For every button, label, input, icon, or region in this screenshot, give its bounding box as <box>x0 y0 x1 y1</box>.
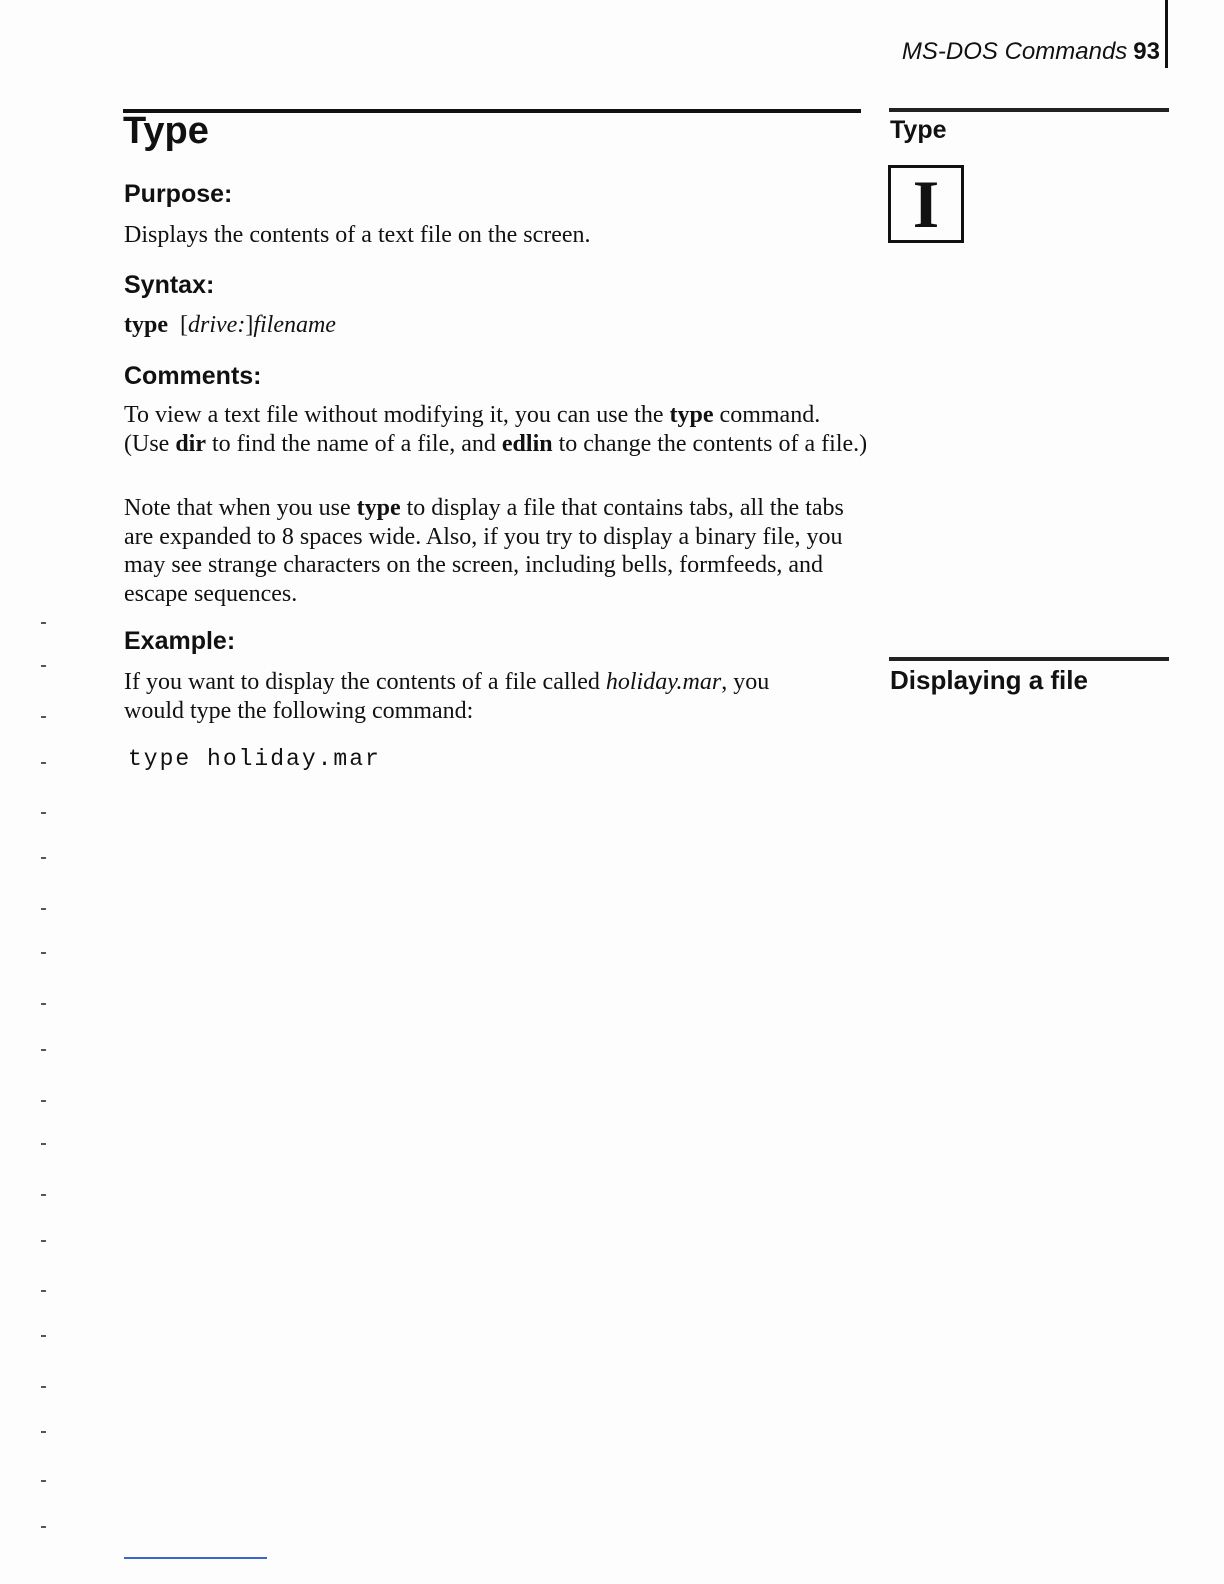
margin-tick <box>41 1480 46 1482</box>
margin-tick <box>41 622 46 624</box>
purpose-text: Displays the contents of a text file on the screen. <box>124 222 591 248</box>
keyword-type: type <box>669 402 714 428</box>
text-run: To view a text file without modifying it, you can use the <box>124 402 670 428</box>
purpose-heading: Purpose: <box>124 180 233 208</box>
margin-tick <box>41 1240 46 1242</box>
header-vertical-rule <box>1165 0 1168 68</box>
margin-tick <box>41 1194 46 1196</box>
example-paragraph <box>124 668 834 725</box>
sidebar-topic: Displaying a file <box>890 665 1088 695</box>
sidebar-top-rule <box>889 108 1169 112</box>
margin-tick <box>41 665 46 667</box>
example-filename: holiday.mar <box>605 669 722 695</box>
margin-tick <box>41 952 46 954</box>
comments-heading: Comments: <box>124 362 262 390</box>
example-heading: Example: <box>124 627 236 655</box>
syntax-filename: filename <box>253 312 336 338</box>
keyword-edlin: edlin <box>501 430 553 457</box>
text-run: command. (Use <box>124 402 821 457</box>
comments-paragraph-1 <box>124 401 869 458</box>
syntax-heading: Syntax: <box>124 271 215 299</box>
text-run: Note that when you use <box>124 495 357 521</box>
sidebar-title: Type <box>890 116 947 144</box>
margin-tick <box>41 1049 46 1051</box>
margin-tick <box>41 1386 46 1388</box>
margin-tick <box>41 716 46 718</box>
syntax-drive: drive: <box>188 312 246 338</box>
margin-tick <box>41 1100 46 1102</box>
margin-tick <box>41 1335 46 1337</box>
page-number: 93 <box>1133 38 1160 65</box>
section-marker: I <box>912 166 940 242</box>
margin-tick <box>41 1526 46 1528</box>
margin-tick <box>41 857 46 859</box>
running-header <box>880 38 1160 66</box>
keyword-dir: dir <box>175 430 206 457</box>
syntax-open-bracket: [ <box>180 312 188 338</box>
comments-paragraph-2 <box>124 494 869 608</box>
section-marker-box <box>888 165 964 243</box>
margin-tick <box>41 908 46 910</box>
text-run: to change the contents of a file.) <box>552 430 868 457</box>
main-title-rule <box>123 109 861 113</box>
margin-tick <box>41 1431 46 1433</box>
keyword-type: type <box>356 495 401 521</box>
margin-tick <box>41 762 46 764</box>
example-code: type holiday.mar <box>128 746 381 772</box>
text-run: , you would type the following command: <box>124 669 770 724</box>
text-run: to display a file that contains tabs, all the tabs are expanded to 8 spaces wide. Also, if you try to display a binary file, you may see strange characters on the screen, including bells, formfeeds, and escape sequences. <box>124 495 844 607</box>
bottom-rule <box>124 1557 267 1559</box>
running-header-title: MS-DOS Commands <box>901 38 1128 65</box>
sidebar-topic-rule <box>889 657 1169 661</box>
margin-tick <box>41 1003 46 1005</box>
page-title: Type <box>123 110 209 152</box>
margin-tick <box>41 1290 46 1292</box>
text-run: If you want to display the contents of a file called <box>124 669 606 695</box>
syntax-close-bracket: ] <box>245 312 254 338</box>
text-run: to find the name of a file, and <box>206 430 502 457</box>
syntax-command: type <box>124 312 168 338</box>
syntax-line <box>124 311 869 340</box>
margin-tick <box>41 812 46 814</box>
margin-tick <box>41 1143 46 1145</box>
